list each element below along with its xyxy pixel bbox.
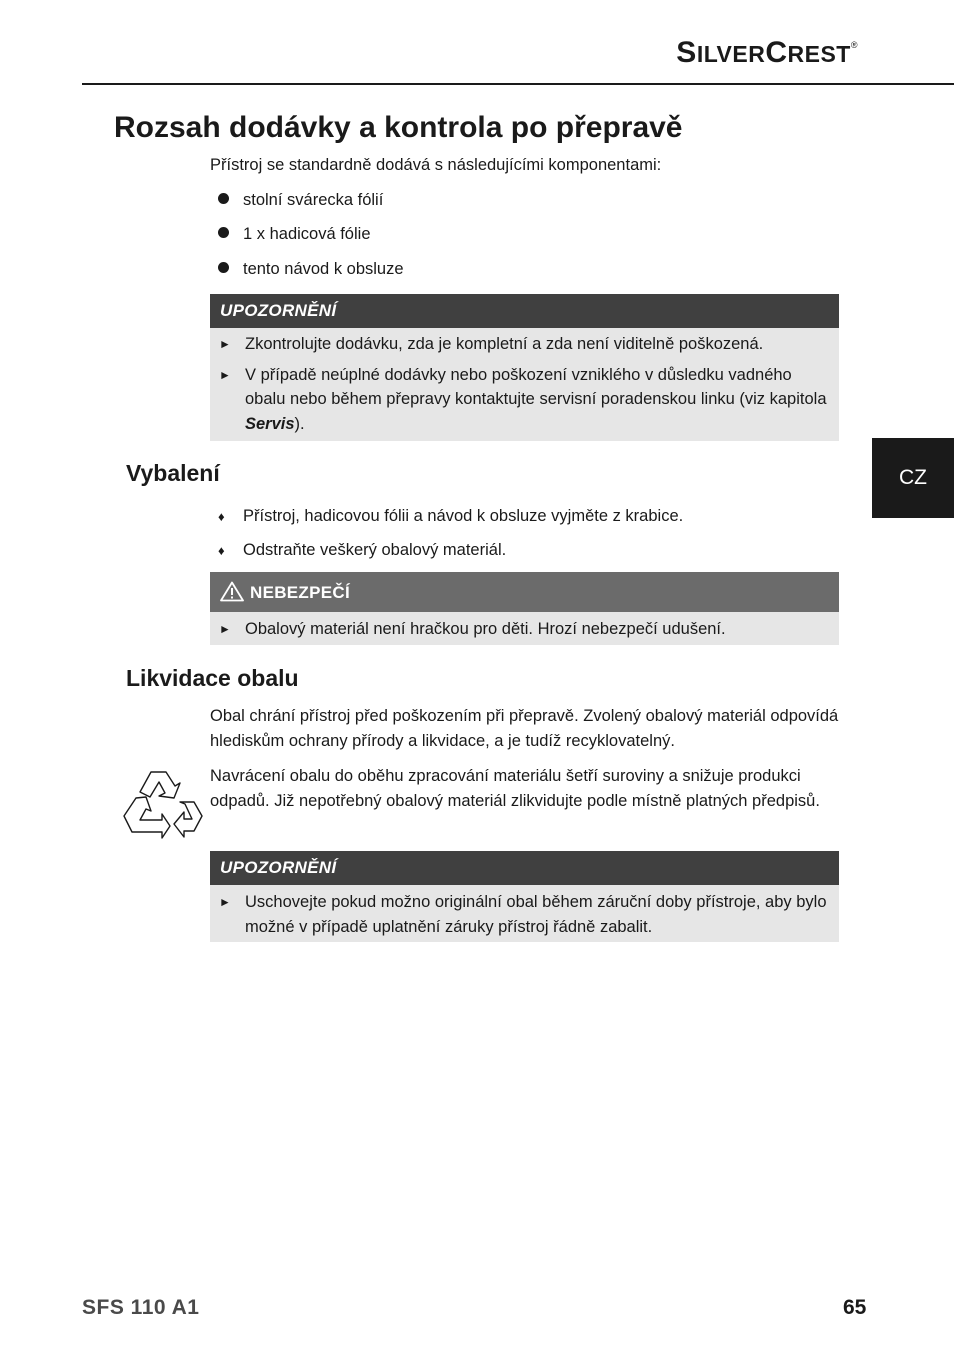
triangle-arrow-icon: ► [219, 622, 231, 636]
notice-text: Zkontrolujte dodávku, zda je kompletní a zda není viditelně poškozená. [245, 335, 764, 353]
list-item-text: 1 x hadicová fólie [243, 225, 371, 243]
danger-item [210, 617, 839, 642]
logo-letters: ILVER [696, 41, 766, 67]
list-item-text: Přístroj, hadicovou fólii a návod k obsluze vyjměte z krabice. [243, 507, 684, 525]
notice-item [210, 890, 839, 939]
triangle-arrow-icon: ► [219, 337, 231, 351]
list-item [218, 538, 506, 563]
list-item [218, 257, 404, 281]
disposal-paragraph: Obal chrání přístroj před poškozením při přepravě. Zvolený obalový materiál odpovídá hlediskům ochrany přírody a likvidace, a je tudíž recyklovatelný. [210, 707, 839, 750]
logo-letter: C [765, 36, 788, 69]
list-item [218, 222, 371, 246]
chapter-reference: Servis [245, 414, 295, 433]
registered-mark: ® [850, 40, 858, 50]
section-heading-disposal: Likvidace obalu [126, 665, 299, 691]
footer-model: SFS 110 A1 [82, 1296, 200, 1319]
list-item [218, 188, 383, 212]
brand-logo [676, 36, 858, 70]
page-title: Rozsah dodávky a kontrola po přepravě [114, 111, 683, 144]
notice-item [210, 332, 839, 357]
notice-text-end: ). [294, 414, 305, 433]
section-heading-unpacking: Vybalení [126, 460, 220, 486]
language-tab: CZ [872, 438, 954, 518]
notice-box [210, 294, 839, 441]
list-item-text: Odstraňte veškerý obalový materiál. [243, 541, 507, 559]
notice-text: Uschovejte pokud možno originální obal během záruční doby přístroje, aby bylo možné v případě uplatnění záruky přístroj řádně zabalit. [245, 893, 827, 936]
logo-letters: REST [787, 41, 851, 67]
bullet-dot-icon [218, 193, 229, 204]
recycle-icon [122, 766, 204, 844]
danger-label-bar [210, 572, 839, 612]
disposal-paragraph: Navrácení obalu do oběhu zpracování materiálu šetří suroviny a snižuje produkci odpadů. Již nepotřebný obalový materiál zlikvidujte podle místně platných předpisů. [210, 767, 820, 810]
notice-text: V případě neúplné dodávky nebo poškození vzniklého v důsledku vadného obalu nebo během přepravy kontaktujte servisní poradenskou linku (viz kapitola [245, 365, 827, 408]
list-item-text: tento návod k obsluze [243, 260, 404, 278]
danger-label: NEBEZPEČÍ [250, 583, 350, 602]
danger-text: Obalový materiál není hračkou pro děti. Hrozí nebezpečí udušení. [245, 620, 726, 638]
intro-text: Přístroj se standardně dodává s následujícími komponentami: [210, 156, 662, 174]
diamond-icon: ♦ [218, 543, 225, 558]
notice-label: UPOZORNĚNÍ [210, 851, 839, 885]
triangle-arrow-icon: ► [219, 895, 231, 909]
notice-label: UPOZORNĚNÍ [210, 294, 839, 328]
page-number: 65 [843, 1296, 867, 1319]
triangle-arrow-icon: ► [219, 367, 231, 382]
notice-item [210, 363, 839, 437]
logo-letter: S [676, 36, 697, 69]
bullet-dot-icon [218, 262, 229, 273]
danger-box [210, 572, 839, 645]
warning-triangle-icon [220, 581, 244, 602]
diamond-icon: ♦ [218, 509, 225, 524]
list-item [218, 504, 683, 529]
bullet-dot-icon [218, 227, 229, 238]
list-item-text: stolní svárecka fólií [243, 191, 384, 209]
header-rule [82, 83, 954, 85]
notice-box [210, 851, 839, 942]
